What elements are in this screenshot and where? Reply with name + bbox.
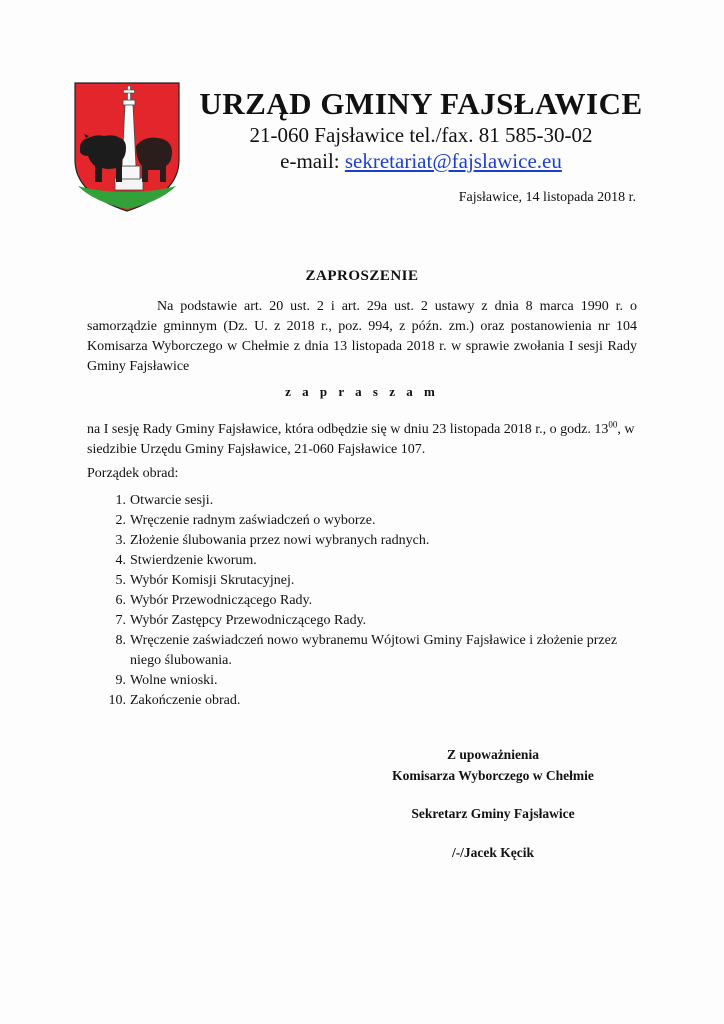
email-line (196, 148, 646, 174)
agenda-item-text: Wybór Komisji Skrutacyjnej. (130, 573, 295, 588)
agenda-item-text: Wolne wnioski. (130, 673, 218, 688)
signatory-name: /-/Jacek Kęcik (451, 845, 535, 860)
agenda-item-number: 5. (115, 573, 126, 588)
agenda-item-number: 1. (115, 493, 126, 508)
agenda-item-text: Otwarcie sesji. (130, 493, 214, 508)
agenda-item (87, 571, 647, 591)
document-date: Fajsławice, 14 listopada 2018 r. (458, 190, 636, 205)
agenda-item-text: Zakończenie obrad. (130, 693, 241, 708)
legal-basis-paragraph (87, 297, 637, 377)
agenda-item-number: 2. (115, 513, 126, 528)
agenda-item-number: 10. (108, 693, 126, 708)
agenda-item (87, 531, 647, 551)
session-text-before: na I sesję Rady Gminy Fajsławice, która odbędzie się w dniu 23 listopada 2018 r., o godz. 13 (87, 422, 609, 437)
agenda-item-number: 9. (115, 673, 126, 688)
agenda-item-number: 4. (115, 553, 126, 568)
agenda-item-text: Wybór Zastępcy Przewodniczącego Rady. (130, 613, 367, 628)
invite-word: z a p r a s z a m (285, 384, 439, 399)
agenda-item-number: 6. (115, 593, 126, 608)
agenda-item-text: Złożenie ślubowania przez nowi wybranych radnych. (130, 533, 430, 548)
agenda-item (87, 671, 647, 691)
agenda-item (87, 491, 647, 511)
agenda-item (87, 631, 647, 671)
agenda-item (87, 611, 647, 631)
agenda-item-text: Wręczenie zaświadczeń nowo wybranemu Wójtowi Gminy Fajsławice i złożenie przez niego ślubowania. (130, 633, 618, 668)
agenda-item (87, 551, 647, 571)
agenda-list (87, 491, 647, 711)
session-paragraph (87, 420, 637, 460)
coat-of-arms-icon (74, 82, 180, 212)
agenda-item-text: Wręczenie radnym zaświadczeń o wyborze. (130, 513, 376, 528)
authorization-line-2: Komisarza Wyborczego w Chełmie (392, 768, 594, 783)
agenda-label: Porządek obrad: (87, 466, 179, 481)
session-text-after: , w siedzibie Urzędu Gminy Fajsławice, 21-060 Fajsławice 107. (87, 422, 635, 457)
agenda-item-text: Stwierdzenie kworum. (130, 553, 257, 568)
agenda-item-number: 3. (115, 533, 126, 548)
document-title: ZAPROSZENIE (305, 268, 419, 284)
legal-basis-text: Na podstawie art. 20 ust. 2 i art. 29a ust. 2 ustawy z dnia 8 marca 1990 r. o samorządzie gminnym (Dz. U. z 2018 r., poz. 994, z późn. zm.) oraz postanowienia nr 104 Komisarza Wyborczego w Chełmie z dnia 13 listopada 2018 r. w sprawie zwołania I sesji Rady Gminy Fajsławice (87, 299, 637, 374)
agenda-item-number: 8. (115, 633, 126, 648)
address-line: 21-060 Fajsławice tel./fax. 81 585-30-02 (249, 123, 593, 147)
authorization-block (340, 744, 646, 786)
office-name: URZĄD GMINY FAJSŁAWICE (199, 86, 643, 121)
agenda-item (87, 511, 647, 531)
email-link[interactable]: sekretariat@fajslawice.eu (344, 149, 562, 173)
email-prefix: e-mail: (280, 149, 345, 173)
letterhead (196, 86, 646, 174)
authorization-line-1: Z upoważnienia (447, 747, 539, 762)
session-time-minutes: 00 (608, 419, 618, 430)
agenda-item-text: Wybór Przewodniczącego Rady. (130, 593, 313, 608)
signatory-role: Sekretarz Gminy Fajsławice (411, 806, 575, 821)
agenda-item-number: 7. (115, 613, 126, 628)
agenda-item (87, 691, 647, 711)
agenda-item (87, 591, 647, 611)
